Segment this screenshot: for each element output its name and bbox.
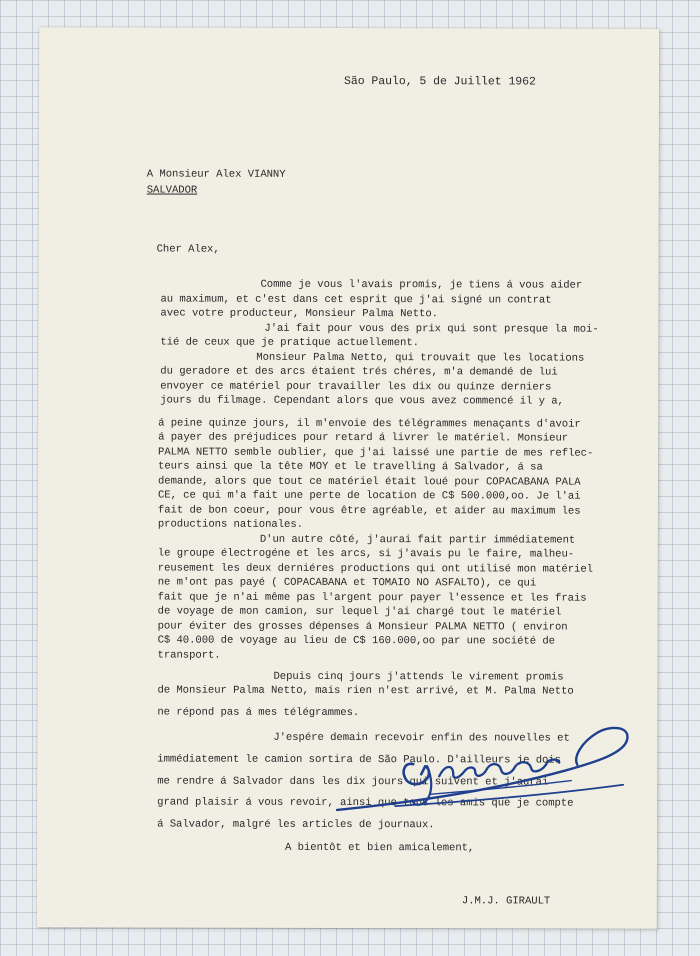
body-line: CE, ce qui m'a fait une perte de location de C$ 500.000,oo. Je l'ai [157,489,581,503]
body-line: ne répond pas á mes télégrammes. [157,706,360,720]
body-line: transport. [157,649,221,662]
body-line: au maximum, et c'est dans cet esprit que j'ai signé un contrat [160,293,552,307]
body-line: me rendre á Salvador dans les dix jours qui suivent et j'aurai [157,775,549,789]
body-line: de Monsieur Palma Netto, mais rien n'est arrivé, et M. Palma Netto [157,684,574,698]
body-line: D'un autre côté, j'aurai fait partir immédiatement [259,533,576,547]
body-line: teurs ainsi que la tête MOY et le travelling á Salvador, á sa [158,460,543,474]
body-line: envoyer ce matériel pour travailler les dix ou quinze derniers [160,380,552,394]
body-line: fait que je n'ai même pas l'argent pour payer l'essence et les frais [157,591,587,605]
recipient-name: A Monsieur Alex VIANNY [146,168,286,181]
body-line: demande, alors que tout ce matériel était loué pour COPACABANA PALA [157,475,581,489]
body-line: á Salvador, malgré les articles de journaux. [157,818,435,832]
body-line: á peine quinze jours, il m'envoie des télégrammes menaçants d'avoir [158,417,581,431]
body-line: PALMA NETTO semble oublier, que j'ai laissé une partie de mes reflec- [158,446,594,460]
body-line: Depuis cinq jours j'attends le virement promis [273,670,564,684]
recipient-city: SALVADOR [146,184,198,197]
body-line: le groupe électrogéne et les arcs, si j'avais pu le faire, malheu- [157,547,575,561]
salutation: Cher Alex, [156,243,220,256]
body-line: immédiatement le camion sortira de São Paulo. D'ailleurs je dois [157,753,561,767]
body-line: C$ 40.000 de voyage au lieu de C$ 160.000,oo par une société de [157,634,555,648]
body-line: de voyage de mon camion, sur lequel j'ai chargé tout le matériel [157,605,562,619]
body-line: ne m'ont pas payé ( COPACABANA et TOMAIO NO ASFALTO), ce qui [157,576,537,590]
body-line: Monsieur Palma Netto, qui trouvait que les locations [256,351,585,365]
letter-date: São Paulo, 5 de Juillet 1962 [344,74,536,89]
letter-page [37,27,659,929]
body-line: Comme je vous l'avais promis, je tiens á vous aider [260,278,583,292]
body-line: jours du filmage. Cependant alors que vous avez commencé il y a, [160,394,564,408]
body-line: avec votre producteur, Monsieur Palma Netto. [160,307,438,321]
body-line: J'espére demain recevoir enfin des nouvelles et [273,731,570,745]
body-line: pour éviter des grosses dépenses á Monsieur PALMA NETTO ( environ [157,620,568,634]
body-line: du geradore et des arcs étaient trés chéres, m'a demandé de lui [160,365,558,379]
body-line: productions nationales. [157,518,303,531]
body-line: á payer des préjudices pour retard á livrer le matériel. Monsieur [158,431,569,445]
body-line: grand plaisir á vous revoir, ainsi que tous les amis que je compte [157,796,574,810]
body-line: reusement les deux derniéres productions qui ont utilisé mon matériel [157,562,593,576]
handwritten-signature [335,718,635,819]
closing: A bientôt et bien amicalement, [285,841,475,855]
body-line: J'ai fait pour vous des prix qui sont presque la moi- [264,322,599,336]
signatory-name: J.M.J. GIRAULT [461,895,551,908]
body-line: tié de ceux que je pratique actuellement. [160,336,419,350]
body-line: fait de bon coeur, pour vous être agréable, et aider au maximum les [157,504,581,518]
